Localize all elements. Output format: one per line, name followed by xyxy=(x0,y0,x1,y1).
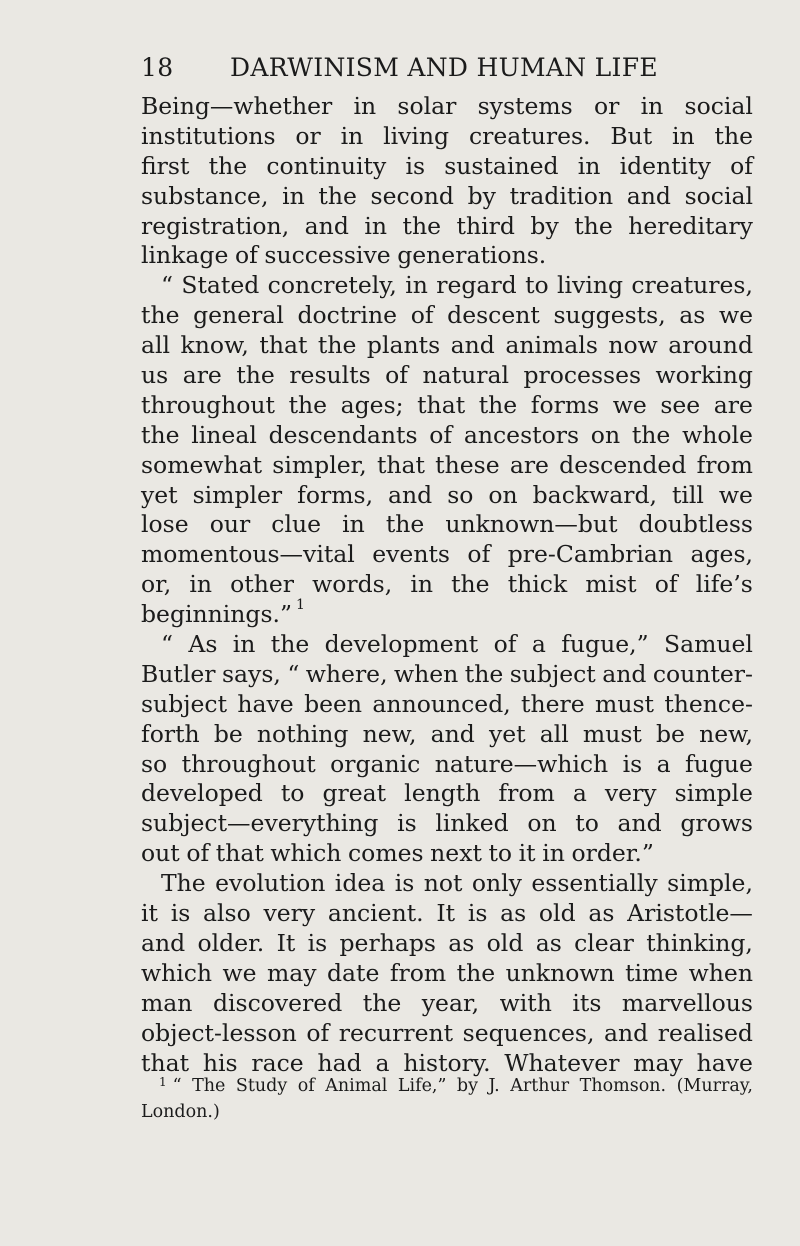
body-line: man discovered the year, with its marvellous xyxy=(141,988,753,1017)
running-head: DARWINISM AND HUMAN LIFE xyxy=(230,53,658,82)
body-line: object-lesson of recurrent sequences, and realised xyxy=(141,1018,753,1047)
body-line: it is also very ancient. It is as old as Aristotle— xyxy=(141,899,753,928)
body-line: subject have been announced, there must thence- xyxy=(141,689,753,718)
body-line: Butler says, “ where, when the subject and counter- xyxy=(141,659,753,688)
body-line: Being—whether in solar systems or in social xyxy=(141,92,753,120)
body-line: momentous—vital events of pre-Cambrian ages, xyxy=(141,540,753,569)
body-line: substance, in the second by tradition and social xyxy=(141,181,753,210)
body-line: “ As in the development of a fugue,” Samuel xyxy=(161,630,753,659)
body-line: subject—everything is linked on to and grows xyxy=(141,809,753,838)
body-line: so throughout organic nature—which is a fugue xyxy=(141,749,753,778)
body-line: or, in other words, in the thick mist of life’s xyxy=(141,570,753,599)
body-line: the lineal descendants of ancestors on the whole xyxy=(141,420,753,449)
page-number: 18 xyxy=(141,53,174,82)
body-line: throughout the ages; that the forms we see are xyxy=(141,390,753,419)
body-line: developed to great length from a very simple xyxy=(141,779,753,808)
body-line: institutions or in living creatures. But in the xyxy=(141,121,753,150)
body-line: yet simpler forms, and so on backward, till we xyxy=(141,480,753,509)
body-line: out of that which comes next to it in order.” xyxy=(141,839,654,868)
body-line: linkage of successive generations. xyxy=(141,241,547,270)
body-text xyxy=(141,92,753,1078)
footnote-marker: 1 xyxy=(159,1075,167,1089)
body-line: beginnings.” 1 xyxy=(141,600,753,630)
body-line: The evolution idea is not only essentially simple, xyxy=(161,869,753,898)
body-line: first the continuity is sustained in identity of xyxy=(141,151,753,180)
body-line: us are the results of natural processes working xyxy=(141,361,753,390)
page-header xyxy=(141,48,661,88)
body-line: somewhat simpler, that these are descended from xyxy=(141,450,753,479)
body-line: that his race had a history. Whatever may have xyxy=(141,1048,753,1077)
footnote xyxy=(141,1073,753,1125)
footnote-line: London.) xyxy=(141,1102,220,1122)
body-line: registration, and in the third by the hereditary xyxy=(141,211,753,240)
body-line: and older. It is perhaps as old as clear thinking, xyxy=(141,928,753,957)
body-line: which we may date from the unknown time when xyxy=(141,958,753,987)
body-line: forth be nothing new, and yet all must be new, xyxy=(141,719,753,748)
body-line: lose our clue in the unknown—but doubtless xyxy=(141,510,753,539)
body-line: all know, that the plants and animals now around xyxy=(141,331,753,360)
footnote-line: $^1$ “ The Study of Animal Life,” by J. Arthur Thomson. (Murray, xyxy=(159,1075,753,1096)
body-line: “ Stated concretely, in regard to living creatures, xyxy=(161,271,753,300)
body-line: the general doctrine of descent suggests, as we xyxy=(141,301,753,330)
footnote-reference: 1 xyxy=(295,597,305,614)
